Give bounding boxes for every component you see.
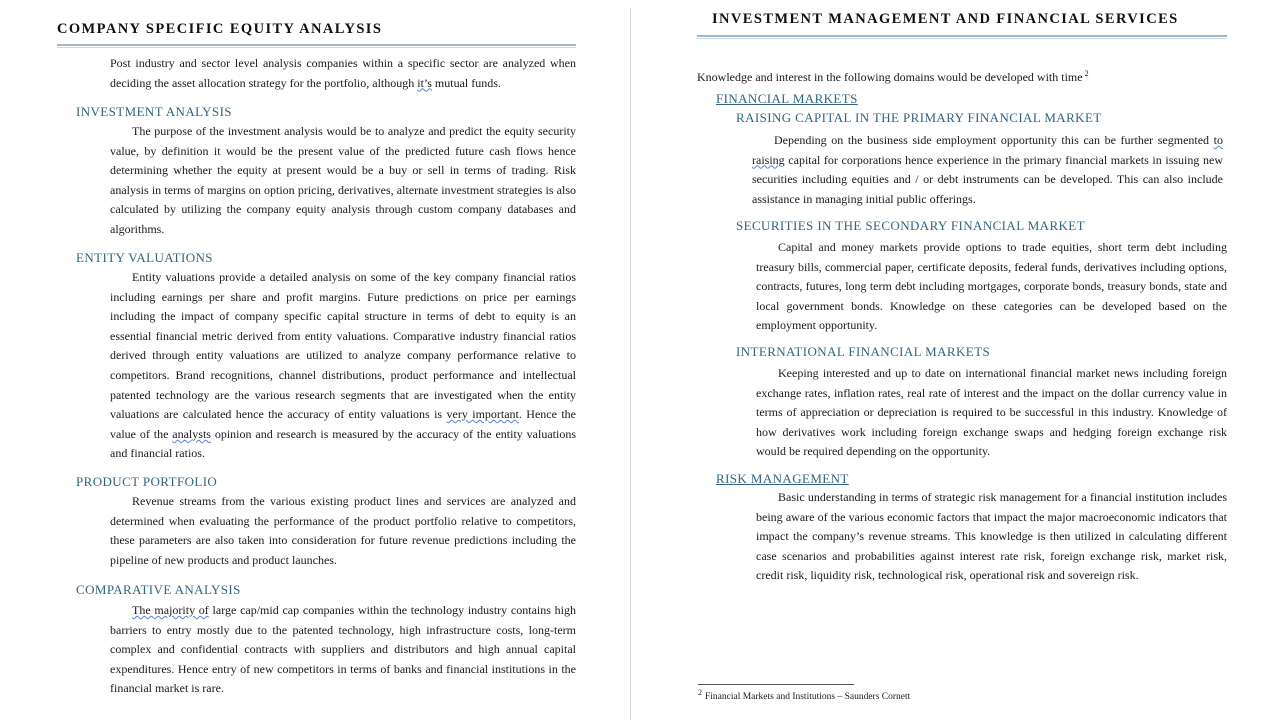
entity-text-e: opinion and research is measured by the accuracy of the entity valuations and financial ratios. <box>110 426 576 461</box>
international-markets-paragraph[interactable]: Keeping interested and up to date on international financial market news including foreign exchange rates, inflation rates, real rate of interest and the impact on the dollar currency value in terms of appreciation or depreciation is required to be successful in this industry. Knowledge of how derivatives work including foreign exchange swaps and hedging foreign exchange risk would be required depending on the opportunity. <box>756 366 1227 459</box>
left-page-title: COMPANY SPECIFIC EQUITY ANALYSIS <box>57 21 383 37</box>
secondary-market-paragraph[interactable]: Capital and money markets provide options to trade equities, short term debt including treasury bills, commercial paper, certificate deposits, federal funds, derivatives including options, contracts, futures, long term debt including mortgages, corporate bonds, treasury bonds, state and local government bonds. Knowledge on these categories can be developed based on the employment opportunity. <box>756 240 1227 333</box>
heading-secondary-market: SECURITIES IN THE SECONDARY FINANCIAL MARKET <box>736 218 1085 233</box>
entity-text-c: . Hence the value of the <box>110 407 577 441</box>
footnote-separator <box>698 684 854 685</box>
left-page <box>0 0 630 720</box>
primary-spellcheck-phrase[interactable]: to raising <box>752 133 1223 167</box>
right-title-rule <box>697 35 1227 39</box>
footnote[interactable] <box>698 688 910 702</box>
comparative-spellcheck-phrase[interactable]: The majority of <box>132 603 209 617</box>
heading-product-portfolio: PRODUCT PORTFOLIO <box>76 474 218 489</box>
intro-text-c: mutual funds. <box>431 75 501 90</box>
entity-spellcheck-very-important[interactable]: very important <box>446 407 519 422</box>
entity-valuations-paragraph[interactable] <box>110 268 576 464</box>
right-page-title: INVESTMENT MANAGEMENT AND FINANCIAL SERVICES <box>712 11 1179 27</box>
heading-primary-market: RAISING CAPITAL IN THE PRIMARY FINANCIAL MARKET <box>736 110 1102 125</box>
heading-comparative-analysis: COMPARATIVE ANALYSIS <box>76 582 241 597</box>
heading-entity-valuations: ENTITY VALUATIONS <box>76 250 213 265</box>
heading-financial-markets: FINANCIAL MARKETS <box>716 91 858 106</box>
right-page <box>632 0 1280 720</box>
entity-spellcheck-analysts[interactable]: analysts <box>172 426 211 441</box>
footnote-marker: 2 <box>698 688 702 697</box>
primary-text-c: capital for corporations hence experience in the primary financial markets in issuing new securities including equities and / or debt instruments can be developed. This can also include assistance in managing initial public offerings. <box>752 152 1223 206</box>
investment-analysis-paragraph[interactable]: The purpose of the investment analysis would be to analyze and predict the equity security value, by definition it would be the present value of the predicted future cash flows hence determining whether the equity at present would be a buy or sell in terms of trading. Risk analysis in terms of margins on option pricing, derivatives, alternate investment strategies is also calculated by utilizing the company equity analysis through custom company databases and algorithms. <box>110 124 576 236</box>
heading-investment-analysis: INVESTMENT ANALYSIS <box>76 104 232 119</box>
heading-risk-management: RISK MANAGEMENT <box>716 471 849 486</box>
intro-paragraph[interactable] <box>110 54 576 93</box>
primary-market-paragraph[interactable] <box>752 131 1223 209</box>
right-intro-text: Knowledge and interest in the following domains would be developed with time <box>697 70 1083 84</box>
right-intro-line[interactable] <box>697 69 1089 85</box>
footnote-reference[interactable]: 2 <box>1084 69 1089 78</box>
left-title-rule <box>57 44 576 48</box>
intro-spellcheck-word[interactable]: it’s <box>417 75 432 90</box>
heading-international-markets: INTERNATIONAL FINANCIAL MARKETS <box>736 344 991 359</box>
footnote-text: Financial Markets and Institutions – Saunders Cornett <box>705 692 911 703</box>
comparative-text-b: large cap/mid cap companies within the technology industry contains high barriers to entry mostly due to the patented technology, high infrastructure costs, long-term complex and confidential contracts with suppliers and distributors and high annual capital expenditures. Hence entry of new competitors in terms of banks and financial institutions in the financial market is rare. <box>110 603 576 696</box>
entity-text-a: Entity valuations provide a detailed analysis on some of the key company financial ratios including earnings per share and profit margins. Future predictions on price per earnings including the impact of company specific capital structure in terms of debt to equity is an essential financial metric derived from entity valuations. Comparative industry financial ratios derived through entity valuations are utilized to analyze company performance relative to competitors. Brand recognitions, channel distributions, product performance and intellectual patented technology are the various research segments that are investigated when the entity valuations are calculated hence the accuracy of entity valuations is <box>110 270 576 422</box>
primary-text-a: Depending on the business side employment opportunity this can be further segmented <box>774 133 1214 147</box>
page-divider <box>630 8 631 720</box>
intro-text-a: Post industry and sector level analysis companies within a specific sector are analyzed when deciding the asset allocation strategy for the portfolio, although <box>110 56 576 90</box>
product-portfolio-paragraph[interactable]: Revenue streams from the various existing product lines and services are analyzed and determined when evaluating the performance of the product portfolio relative to competitors, these parameters are also taken into consideration for future revenue predictions including the pipeline of new products and product launches. <box>110 494 576 567</box>
risk-management-paragraph[interactable]: Basic understanding in terms of strategic risk management for a financial institution includes being aware of the various economic factors that impact the major macroeconomic indicators that impact the company’s revenue streams. This knowledge is then utilized in calculating different case scenarios and probabilities against interest rate risk, foreign exchange risk, market risk, credit risk, liquidity risk, technological risk, operational risk and sovereign risk. <box>756 490 1227 583</box>
comparative-analysis-paragraph[interactable] <box>110 601 576 699</box>
